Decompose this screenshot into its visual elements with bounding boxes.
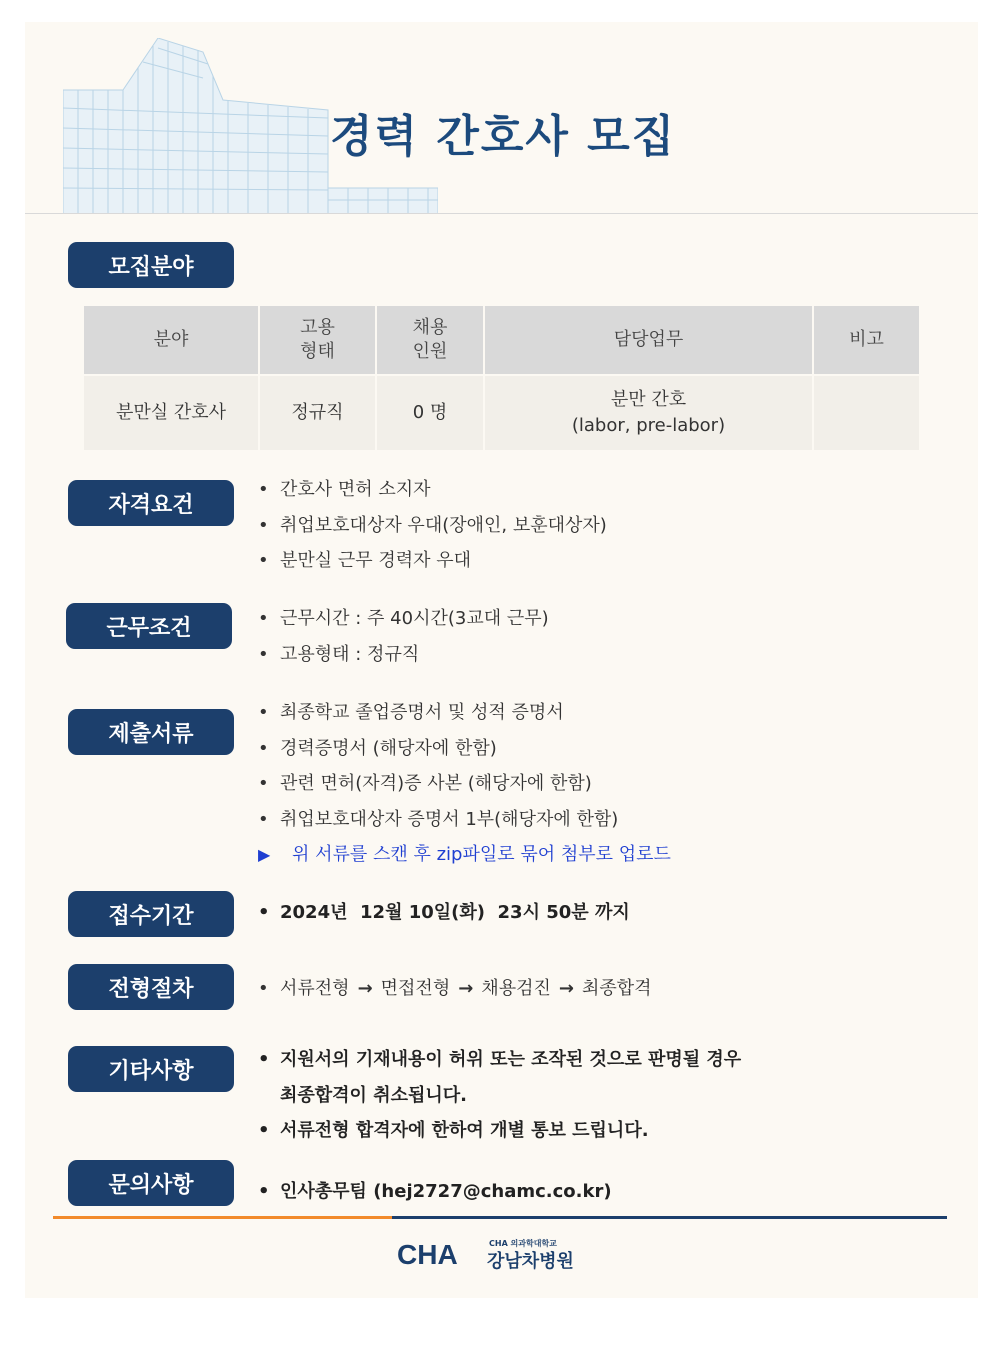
cell-text: 분만실 간호사 [115,402,227,423]
bullet: • [258,1181,270,1202]
list-item [258,1174,612,1210]
list-item [258,731,671,767]
table-header [260,306,375,374]
table-cell [84,376,258,450]
item-text: 경력증명서 (해당자에 한함) [280,737,497,759]
item-text: 고용형태 : 정규직 [280,643,420,665]
arrow-right-icon: → [558,978,574,999]
list-item [258,508,607,544]
table-cell [377,376,483,450]
header-cell-text: 분야 [153,329,189,350]
process-step: 면접전형 [380,978,451,999]
item-text: 관련 면허(자격)증 사본 (해당자에 한함) [280,773,592,794]
bullet: • [258,479,269,500]
list-item [258,601,549,637]
logo-hospital-name: 강남차병원 [487,1251,574,1272]
bullet: • [258,550,269,571]
list-item [258,1042,741,1078]
list-item [258,637,549,673]
list-item-continuation [258,1078,741,1114]
table-header [84,306,258,374]
table-cell [814,376,919,450]
process-list [258,971,652,1007]
list-item [258,695,671,731]
footer-divider-orange [53,1216,392,1219]
bullet: • [258,608,269,629]
item-text: 지원서의 기재내용이 허위 또는 조작된 것으로 판명될 경우 [280,1049,742,1070]
hospital-logo [397,1236,602,1272]
item-text: 최종합격이 취소됩니다. [280,1084,467,1106]
bullet: • [258,737,269,759]
recruit-table [82,304,921,452]
bullet: • [258,902,270,923]
upload-note [258,837,671,873]
etc-list [258,1042,741,1149]
item-text: 취업보호대상자 증명서 1부(해당자에 한함) [280,808,619,830]
item-text: 취업보호대상자 우대(장애인, 보훈대상자) [280,514,607,536]
section-label-conditions: 근무조건 [66,603,232,649]
bullet: • [258,978,269,999]
bullet: • [258,773,269,794]
list-item [258,802,671,838]
table-header [377,306,483,374]
page-title: 경력 간호사 모집 [330,111,677,162]
bullet: • [258,514,269,536]
process-step: 채용검진 [481,978,551,999]
note-text: 위 서류를 스캔 후 zip파일로 묶어 첨부로 업로드 [292,844,671,865]
section-label-process: 전형절차 [68,964,234,1010]
contact-email[interactable]: 인사총무팀 (hej2727@chamc.co.kr) [280,1181,612,1202]
qualifications-list [258,472,607,579]
list-item [258,472,607,508]
header-cell-text: 고용 형태 [300,317,335,362]
section-label-etc: 기타사항 [68,1046,234,1092]
section-label-qualifications: 자격요건 [68,480,234,526]
arrow-right-icon: → [458,978,474,999]
table-row [84,376,919,450]
header-divider [25,213,978,214]
bullet: • [258,1120,270,1141]
item-text: 최종학교 졸업증명서 및 성적 증명서 [280,702,564,723]
item-text: 간호사 면허 소지자 [280,479,431,500]
list-item [258,971,652,1007]
arrow-right-icon: → [357,978,373,999]
item-text: 2024년 12월 10일(화) 23시 50분 까지 [280,902,630,923]
list-item [258,766,671,802]
cell-text: 정규직 [291,402,344,423]
section-label-contact: 문의사항 [68,1160,234,1206]
period-list [258,895,630,931]
process-step: 서류전형 [280,978,350,999]
bullet: • [258,702,269,723]
section-label-documents: 제출서류 [68,709,234,755]
table-cell [260,376,375,450]
cell-text: 0 명 [412,402,448,423]
conditions-list [258,601,549,672]
header-cell-text: 채용 인원 [412,317,448,362]
footer-divider-blue [392,1216,947,1219]
section-label-period: 접수기간 [68,891,234,937]
bullet: • [258,1049,270,1070]
logo-mark: CHA [397,1239,458,1270]
table-header-row [84,306,919,374]
header-cell-text: 비고 [849,329,884,350]
list-item [258,1113,741,1149]
process-step: 최종합격 [581,978,652,999]
logo-subtitle: CHA 의과학대학교 [489,1239,557,1248]
list-item [258,543,607,579]
bullet: • [258,808,269,830]
documents-list [258,695,671,873]
cell-text: 분만 간호 (labor, pre-labor) [571,389,726,436]
table-cell [485,376,812,450]
bullet: • [258,643,269,665]
item-text: 분만실 근무 경력자 우대 [280,550,472,571]
list-item [258,895,630,931]
contact-list [258,1174,612,1210]
triangle-icon: ▶ [258,845,271,864]
item-text: 근무시간 : 주 40시간(3교대 근무) [280,608,549,629]
header-cell-text: 담당업무 [613,329,684,350]
table-header [814,306,919,374]
table-header [485,306,812,374]
item-text: 서류전형 합격자에 한하여 개별 통보 드립니다. [280,1120,649,1141]
section-label-field: 모집분야 [68,242,234,288]
